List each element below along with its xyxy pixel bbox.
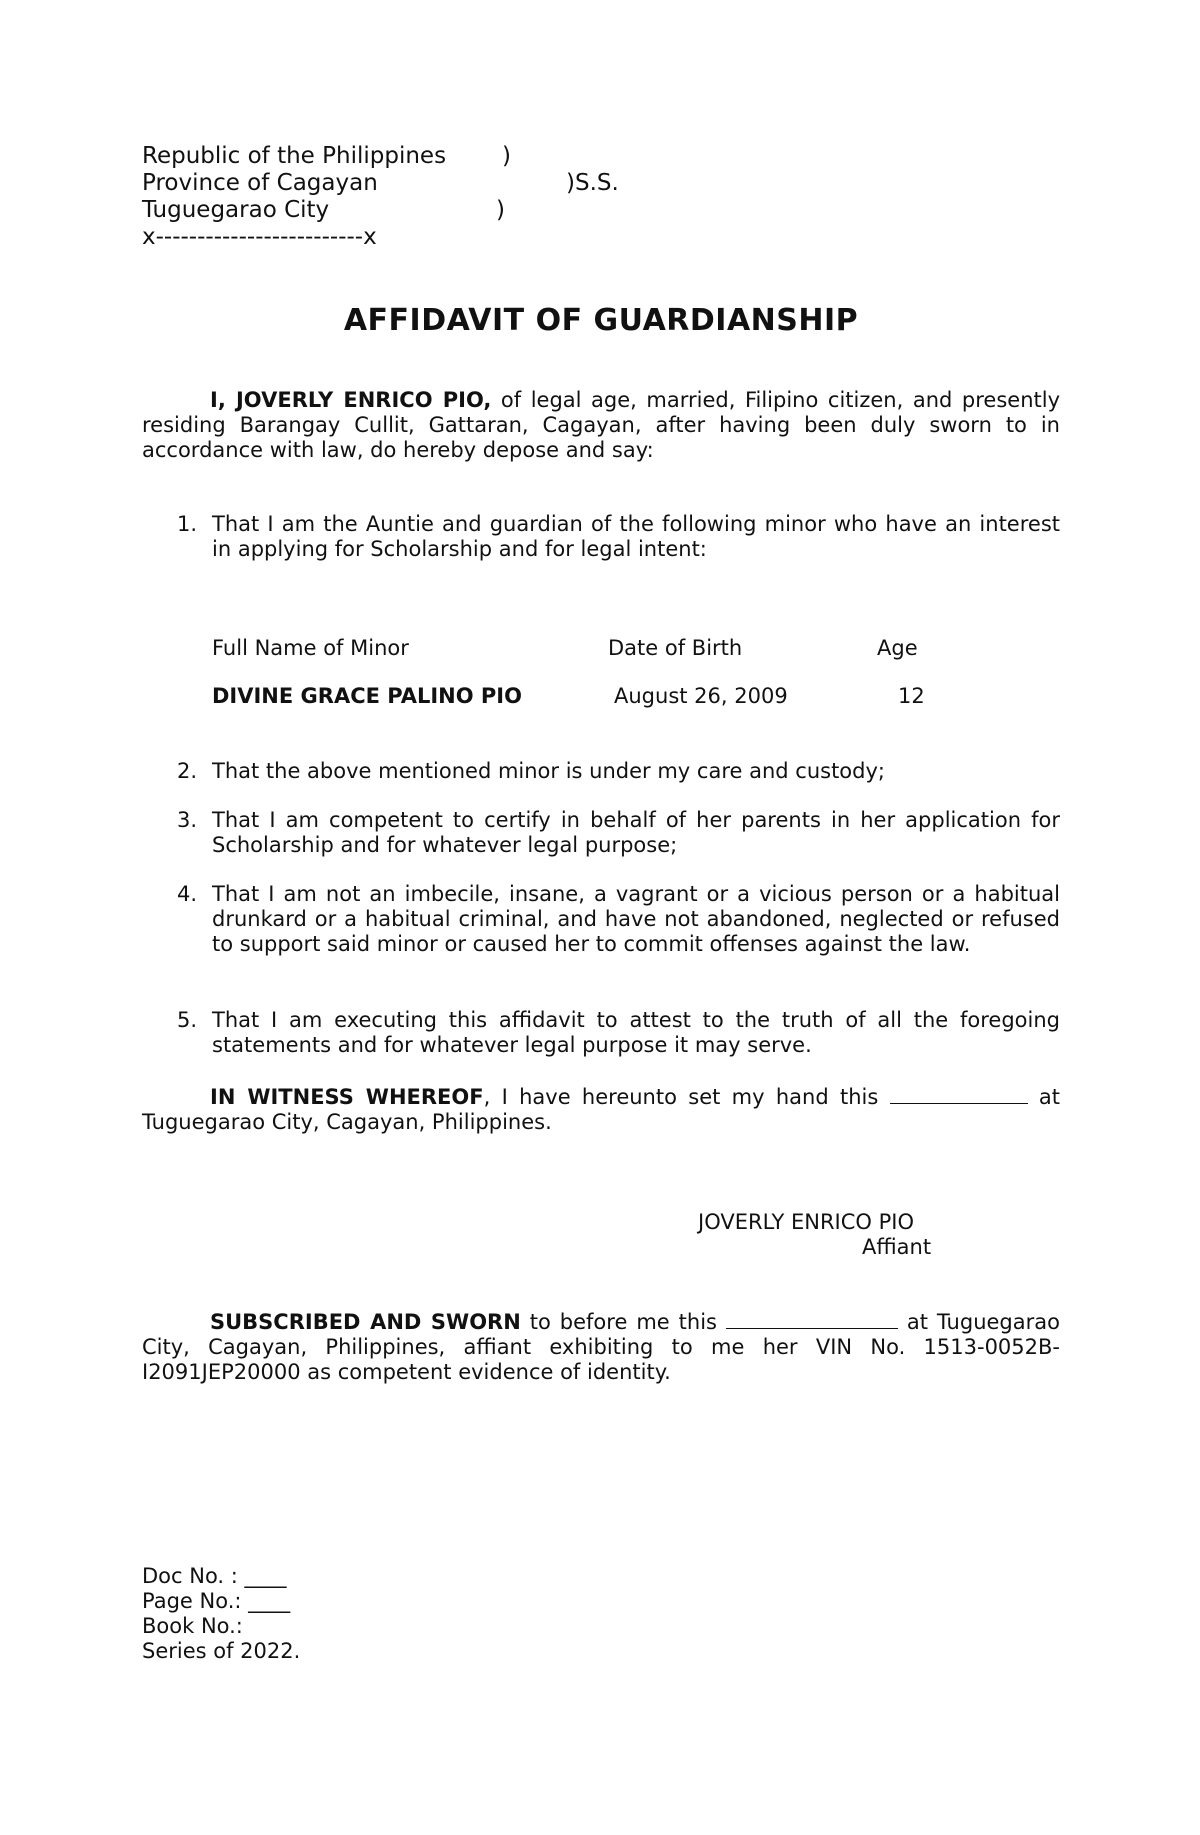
- affiant-label: Affiant: [862, 1235, 932, 1259]
- intro-text: of legal age, married, Filipino citizen, and presently residing Barangay Cullit, Gattaran, Cagayan, after having been duly sworn to in accordance with law, do hereby depose and say:: [142, 388, 1061, 462]
- list-item-number: 3.: [177, 808, 198, 832]
- list-item-text: That I am the Auntie and guardian of the following minor who have an interest in applying for Scholarship and for legal intent:: [212, 512, 1060, 561]
- minor-age: 12: [898, 684, 925, 708]
- page-number: Page No.: ____: [142, 1589, 291, 1613]
- witness-text-after: at Tuguegarao City, Cagayan, Philippines.: [142, 1085, 1061, 1134]
- list-item-number: 4.: [177, 882, 198, 906]
- doc-number: Doc No. : ____: [142, 1564, 287, 1588]
- list-item-text: That I am executing this affidavit to attest to the truth of all the foregoing statements and for whatever legal purpose it may serve.: [212, 1008, 1060, 1057]
- caption-divider: x-------------------------x: [142, 224, 377, 250]
- list-item-number: 2.: [177, 759, 198, 783]
- witness-text-before: , I have hereunto set my hand this: [483, 1085, 890, 1109]
- jurat-date-blank-line: [726, 1310, 898, 1329]
- caption-paren-3: ): [496, 197, 505, 223]
- affiant-signature-name: JOVERLY ENRICO PIO: [698, 1210, 915, 1234]
- date-blank-line: [890, 1085, 1028, 1104]
- caption-province: Province of Cagayan: [142, 170, 378, 196]
- list-item-text: That the above mentioned minor is under my care and custody;: [212, 759, 885, 783]
- jurat-text-after: at Tuguegarao City, Cagayan, Philippines, affiant exhibiting to me her VIN No. 1513-0052B-I2091JEP20000 as competent evidence of identity.: [142, 1310, 1060, 1384]
- jurat-lead: SUBSCRIBED AND SWORN: [210, 1310, 521, 1334]
- series-year: Series of 2022.: [142, 1639, 301, 1663]
- book-number: Book No.:: [142, 1614, 243, 1638]
- list-item-number: 1.: [177, 512, 198, 536]
- intro-paragraph: [142, 388, 1060, 463]
- caption-paren-1: ): [502, 143, 511, 169]
- header-date-of-birth: Date of Birth: [608, 636, 743, 660]
- document-title: AFFIDAVIT OF GUARDIANSHIP: [343, 303, 859, 338]
- minor-date-of-birth: August 26, 2009: [614, 684, 788, 708]
- list-item-text: That I am competent to certify in behalf of her parents in her application for Scholarship and for whatever legal purpose;: [212, 808, 1060, 857]
- caption-republic: Republic of the Philippines: [142, 143, 447, 169]
- witness-lead: IN WITNESS WHEREOF: [210, 1085, 484, 1109]
- minor-full-name: DIVINE GRACE PALINO PIO: [212, 684, 522, 708]
- list-item-text: That I am not an imbecile, insane, a vagrant or a vicious person or a habitual drunkard or a habitual criminal, and have not abandoned, neglected or refused to support said minor or caused her to commit offenses against the law.: [212, 882, 1060, 956]
- header-full-name: Full Name of Minor: [212, 636, 409, 660]
- caption-city: Tuguegarao City: [142, 197, 330, 223]
- caption-ss: )S.S.: [566, 170, 619, 196]
- jurat-text-before: to before me this: [520, 1310, 726, 1334]
- witness-paragraph: [142, 1085, 1060, 1135]
- list-item-number: 5.: [177, 1008, 198, 1032]
- header-age: Age: [877, 636, 918, 660]
- affiant-name-inline: I, JOVERLY ENRICO PIO,: [210, 388, 492, 412]
- affidavit-page: [142, 0, 1060, 1835]
- jurat-paragraph: [142, 1310, 1060, 1385]
